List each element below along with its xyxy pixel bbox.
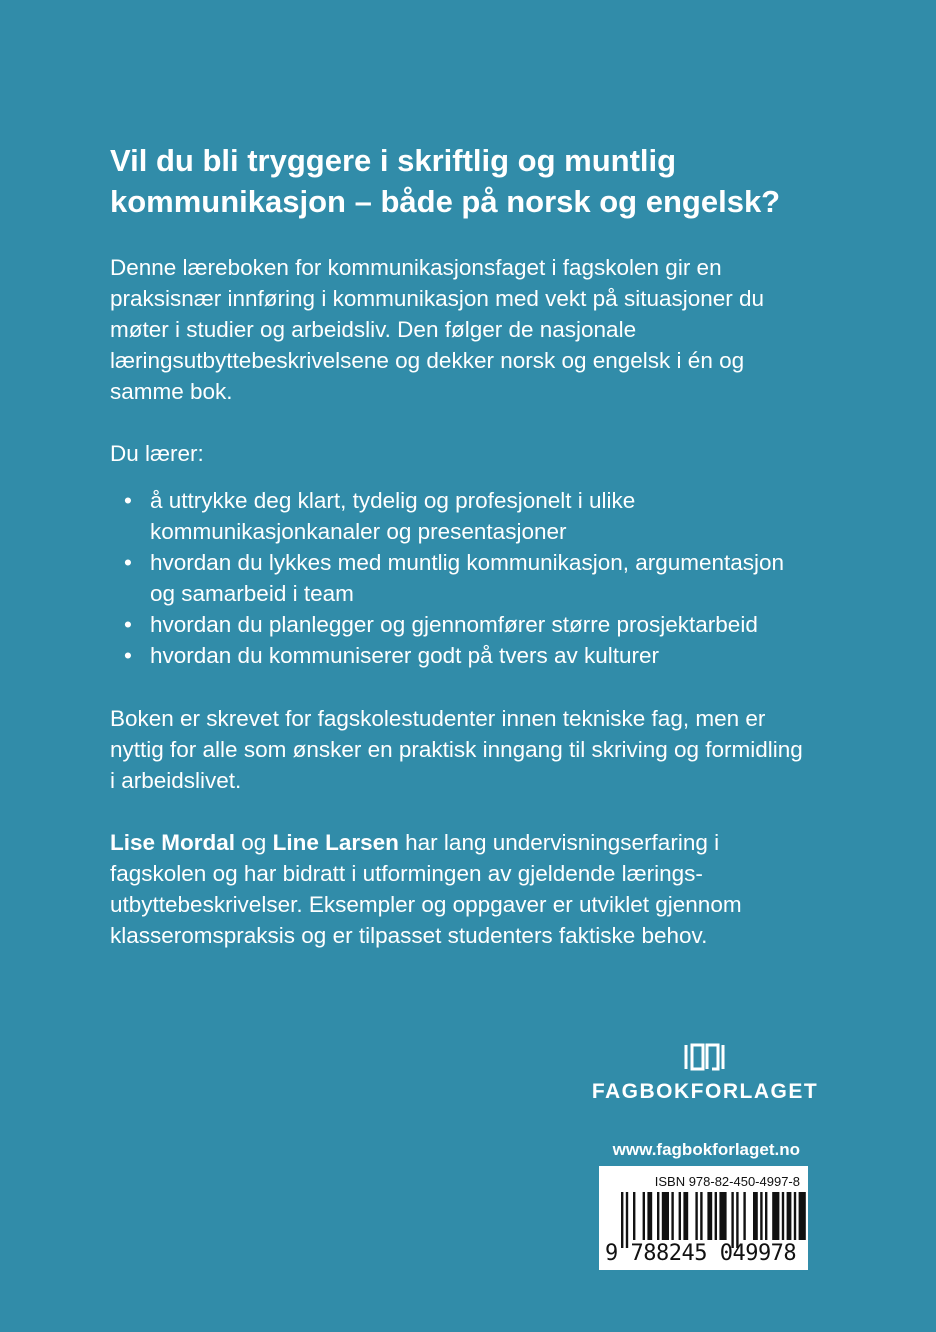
barcode-bar [765,1192,767,1240]
barcode-bar [760,1192,762,1240]
barcode-bar [772,1192,779,1240]
barcode-bar [626,1192,628,1248]
barcode-digits: 9 788245 049978 [605,1241,797,1266]
barcode-bar [621,1192,623,1248]
list-item [110,547,810,609]
barcode-bar [643,1192,645,1240]
list-item-text: hvordan du lykkes med muntlig kommunikasjon, argumentasjon og samarbeid i team [150,550,785,606]
list-item [110,609,810,640]
list-item [110,640,810,671]
author-name-1: Lise Mordal [110,830,236,855]
barcode-bar [657,1192,659,1240]
headline: Vil du bli tryggere i skriftlig og muntlig kommunikasjon – både på norsk og engelsk? [110,143,781,219]
barcode-bar [679,1192,681,1240]
list-item-text: å uttrykke deg klart, tydelig og profesjonelt i ulike kommunikasjonkanaler og presentasjoner [150,488,636,544]
bullet-icon: • [124,550,132,575]
back-cover-text [110,140,810,951]
list-item-text: hvordan du planlegger og gjennomfører større prosjektarbeid [150,612,758,637]
learn-intro: Du lærer: [110,441,204,466]
bullet-icon: • [124,643,132,668]
intro-paragraph: Denne læreboken for kommunikasjonsfaget i fagskolen gir en praksisnær innføring i kommunikasjon med vekt på situasjoner du møter i studier og arbeidsliv. Den følger de nasjonale læringsutbyttebeskrivelsene og dekker norsk og engelsk i én og samme bok. [110,255,765,404]
barcode-bar [715,1192,717,1240]
learn-list [110,485,810,671]
barcode-bar [731,1192,733,1248]
isbn-barcode [599,1166,808,1270]
barcode-bar [683,1192,688,1240]
author-connector: og [241,830,267,855]
barcode-bar [719,1192,726,1240]
website-link[interactable]: www.fagbokforlaget.no [612,1140,800,1159]
barcode-bar [753,1192,758,1240]
bullet-icon: • [124,488,132,513]
barcode-bar [743,1192,745,1240]
barcode-bar [707,1192,712,1240]
barcode-bar [799,1192,806,1240]
barcode-bar [700,1192,702,1240]
barcode-bar [782,1192,784,1240]
book-icon [683,1042,727,1072]
author-name-2: Line Larsen [272,830,399,855]
authors-paragraph [110,827,810,951]
barcode-bar [647,1192,652,1240]
barcode-bar [633,1192,635,1240]
barcode-bar [662,1192,669,1240]
authors-bio: har lang undervisningserfaring i fagskolen og har bidratt i utformingen av gjeldende lærings-utbyttebeskrivelser. Eksempler og oppgaver er utviklet gjennom klasseromspraksis og er tilpasset studenters faktiske behov. [110,830,742,948]
barcode-bar [695,1192,697,1240]
audience-paragraph: Boken er skrevet for fagskolestudenter innen tekniske fag, men er nyttig for alle som ønsker en praktisk inngang til skriving og formidling i arbeidslivet. [110,706,803,793]
list-item [110,485,810,547]
publisher-name: FAGBOKFORLAGET [591,1080,819,1103]
bullet-icon: • [124,612,132,637]
list-item-text: hvordan du kommuniserer godt på tvers av kulturer [150,643,659,668]
barcode-bar [794,1192,796,1240]
barcode-bar [787,1192,792,1240]
barcode-bar [671,1192,673,1240]
publisher-logo [590,1042,820,1104]
barcode-bar [736,1192,738,1248]
isbn-label: ISBN 978-82-450-4997-8 [654,1174,800,1189]
